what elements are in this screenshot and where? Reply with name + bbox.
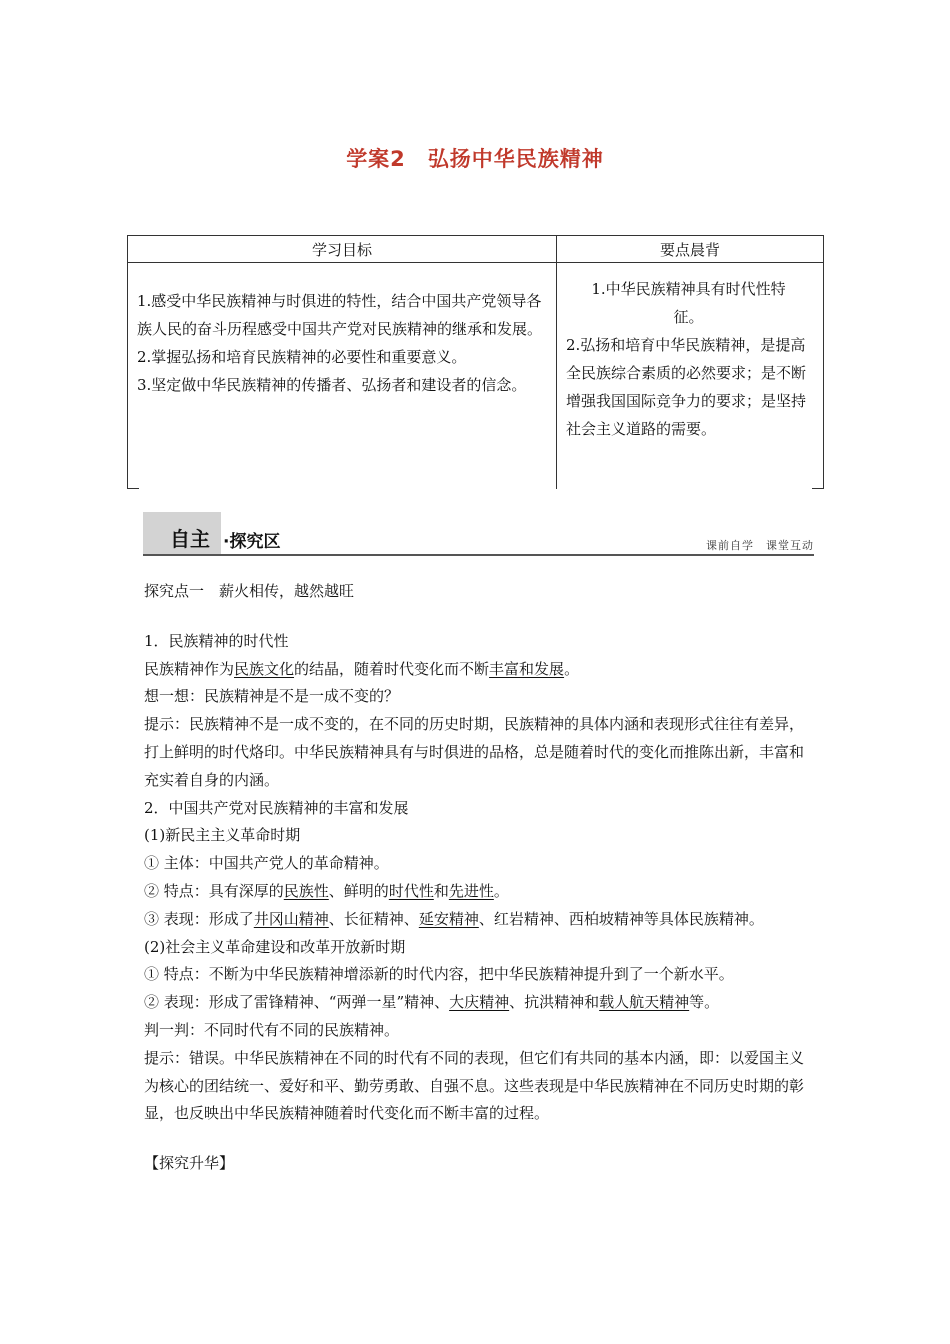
item-feature-2: ① 特点：不断为中华民族精神增添新的时代内容，把中华民族精神提升到了一个新水平。 [144,965,734,984]
think-question: 想一想：民族精神是不是一成不变的？ [144,687,400,706]
section-label-rest: ·探究区 [223,532,281,552]
hint-2: 提示：错误。中华民族精神在不同的时代有不同的表现，但它们有共同的基本内涵，即：以爱国主义为核心的团结统一、爱好和平、勤劳勇敢、自强不息。这些表现是中华民族精神在不同历史时期的彰显，也反映出中华民族精神随着时代变化而不断丰富的过程。 [144,1048,805,1123]
goal-item-1: 1.感受中华民族精神与时俱进的特性，结合中国共产党领导各族人民的奋斗历程感受中国共产党对民族精神的继承和发展。 [137,292,543,338]
key-point-2: 2.弘扬和培育中华民族精神，是提高全民族综合素质的必然要求；是不断增强我国国际竞争力的要求；是坚持社会主义道路的需要。 [566,336,807,438]
section-divider [143,554,814,556]
key-point-1-line2: 征。 [673,308,704,326]
section-label-bold: 自主 [170,527,210,551]
item-expression: ③ 表现：形成了井冈山精神、长征精神、延安精神、红岩精神、西柏坡精神等具体民族精神。 [144,909,764,928]
learning-goals-cell [128,263,557,490]
judge-question: 判一判：不同时代有不同的民族精神。 [144,1020,400,1039]
item-expression-2: ② 表现：形成了雷锋精神、“两弹一星”精神、大庆精神、抗洪精神和载人航天精神等。 [144,993,720,1012]
title-main: 弘扬中华民族精神 [427,147,604,171]
heading-2: 2．中国共产党对民族精神的丰富和发展 [144,798,409,817]
header-learning-goals: 学习目标 [128,236,557,263]
header-key-points: 要点晨背 [557,236,824,263]
table-bottom-ticks [127,488,824,490]
section-bar [143,512,814,556]
hint-1: 提示：民族精神不是一成不变的，在不同的历史时期，民族精神的具体内涵和表现形式往往有差异，打上鲜明的时代烙印。中华民族精神具有与时俱进的品格，总是随着时代的变化而推陈出新，丰富和充实着自身的内涵。 [144,715,805,789]
item-subject: ① 主体：中国共产党人的革命精神。 [144,854,389,873]
paragraph-1: 民族精神作为民族文化的结晶，随着时代变化而不断丰富和发展。 [144,659,580,678]
title-prefix: 学案2 [346,147,406,171]
point-title: 探究点一 薪火相传，越然越旺 [144,582,355,600]
subheading-2: (2)社会主义革命建设和改革开放新时期 [144,937,406,956]
upgrade-heading: 【探究升华】 [144,1154,235,1173]
page-title [0,143,950,173]
heading-1: 1．民族精神的时代性 [144,631,289,650]
key-points-cell [557,263,824,490]
main-content [144,578,814,1178]
key-point-1-line1: 1.中华民族精神具有时代性特 [591,280,786,298]
goal-item-3: 3.坚定做中华民族精神的传播者、弘扬者和建设者的信念。 [137,376,527,394]
section-subtitle: 课前自学 课堂互动 [706,539,814,552]
goal-item-2: 2.掌握弘扬和培育民族精神的必要性和重要意义。 [137,348,467,366]
objectives-table [127,235,824,489]
item-feature: ② 特点：具有深厚的民族性、鲜明的时代性和先进性。 [144,881,509,900]
subheading-1: (1)新民主主义革命时期 [144,826,301,845]
